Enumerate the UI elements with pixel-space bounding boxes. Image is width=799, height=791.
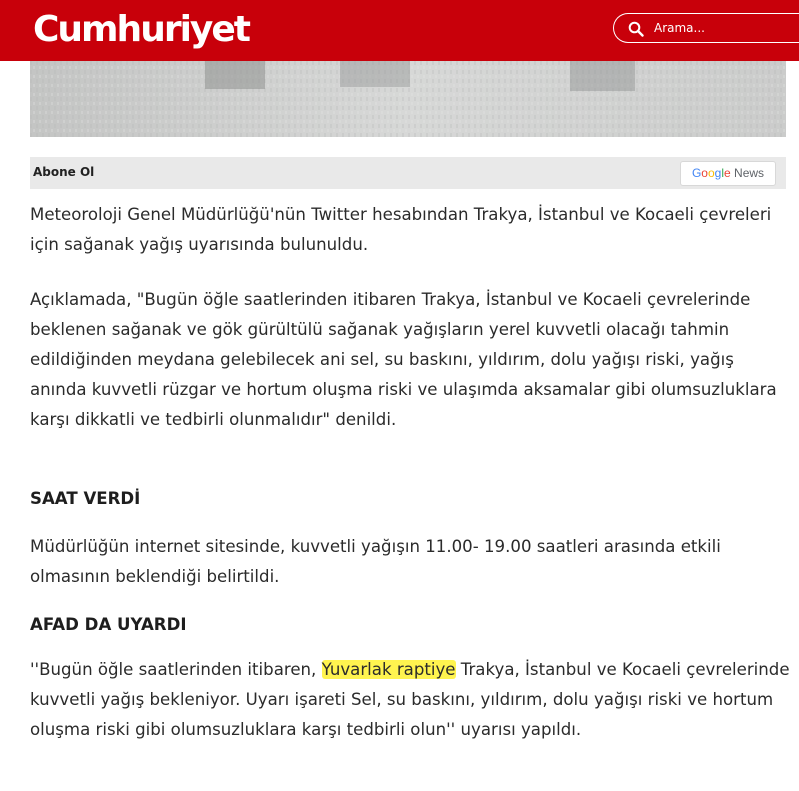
search-icon[interactable] xyxy=(628,21,644,37)
paragraph-statement: Açıklamada, "Bugün öğle saatlerinden itibaren Trakya, İstanbul ve Kocaeli çevrelerinde beklenen sağanak ve gök gürültülü sağanak yağışların yerel kuvvetli olacağı tahmin edildiğinden meydana gelebilecek ani sel, su baskını, yıldırım, dolu yağışı riski, yağış anında kuvvetli rüzgar ve hortum oluşma riski ve ulaşımda aksamalar gibi olumsuzluklara karşı dikkatli ve tedbirli olunmalıdır" denildi. xyxy=(30,290,777,429)
google-letter: o xyxy=(701,166,708,180)
quote-start: ''Bugün öğle saatlerinden itibaren, xyxy=(30,660,322,679)
search-box[interactable] xyxy=(613,13,799,43)
subscribe-bar xyxy=(30,157,786,189)
highlighted-text: Yuvarlak raptiye xyxy=(321,660,456,679)
google-letter: G xyxy=(691,166,702,180)
news-label: News xyxy=(734,166,765,180)
search-input[interactable] xyxy=(654,17,794,39)
subscribe-label: Abone Ol xyxy=(33,165,95,179)
site-header xyxy=(0,0,799,61)
google-letter: l xyxy=(721,166,725,180)
google-news-button[interactable] xyxy=(680,161,776,186)
paragraph-hours: Müdürlüğün internet sitesinde, kuvvetli yağışın 11.00- 19.00 saatleri arasında etkili olmasının beklendiği belirtildi. xyxy=(30,537,721,586)
site-logo[interactable]: Cumhuriyet xyxy=(33,9,250,50)
subheading-saat-verdi: SAAT VERDİ xyxy=(30,489,141,508)
article-hero-image xyxy=(30,61,786,137)
subheading-afad: AFAD DA UYARDI xyxy=(30,615,187,634)
rain-texture-image xyxy=(30,61,786,137)
google-letter: g xyxy=(714,166,722,180)
google-letter: o xyxy=(707,166,715,180)
quote-rest: Trakya, İstanbul ve Kocaeli çevrelerinde kuvvetli yağış bekleniyor. Uyarı işareti Sel, su baskını, yıldırım, dolu yağışı riski ve hortum oluşma riski gibi olumsuzluklara karşı tedbirli olun'' uyarısı yapıldı. xyxy=(30,660,790,739)
google-letter: e xyxy=(724,166,731,180)
paragraph-afad-warning xyxy=(30,655,792,745)
paragraph-intro: Meteoroloji Genel Müdürlüğü'nün Twitter hesabından Trakya, İstanbul ve Kocaeli çevreleri için sağanak yağış uyarısında bulunuldu. xyxy=(30,205,772,254)
